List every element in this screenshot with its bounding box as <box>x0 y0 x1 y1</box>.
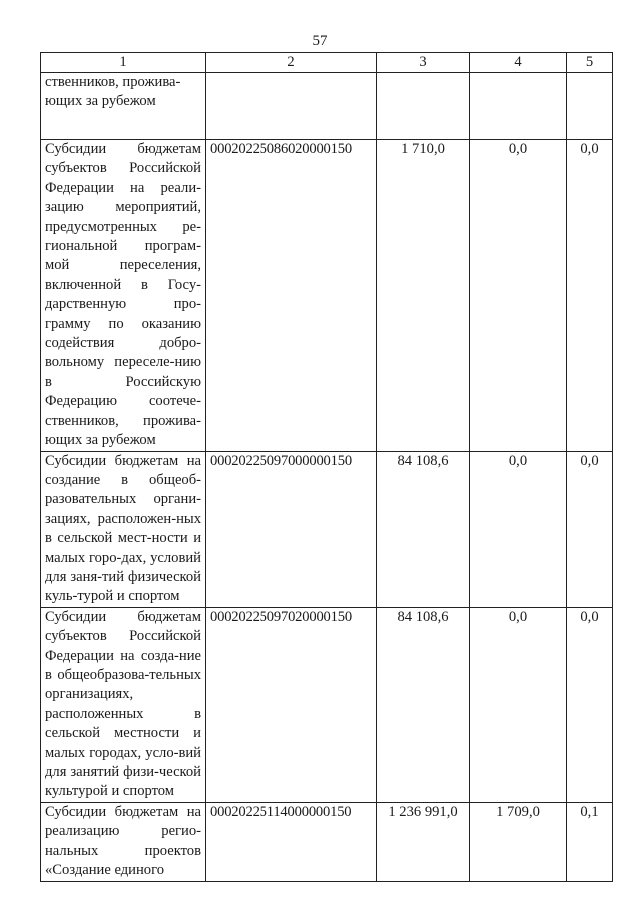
row-col3: 1 710,0 <box>377 140 470 452</box>
row-col4: 1 709,0 <box>470 802 567 881</box>
row-col5: 0,0 <box>567 607 613 802</box>
row-col5: 0,0 <box>567 140 613 452</box>
table-row <box>41 140 613 452</box>
table-row <box>41 451 613 607</box>
row-col5: 0,1 <box>567 802 613 881</box>
row-col4: 0,0 <box>470 140 567 452</box>
row-col3 <box>377 73 470 140</box>
row-col4: 0,0 <box>470 451 567 607</box>
row-name: Субсидии бюджетам субъектов Российской Федерации на созда-ние в общеобразова-тельных организациях, расположенных в сельской местности и малых городах, усло-вий для занятий физи-ческой культурой и спортом <box>41 607 206 802</box>
row-col3: 1 236 991,0 <box>377 802 470 881</box>
table-row <box>41 802 613 881</box>
row-code: 00020225097000000150 <box>206 451 377 607</box>
table-row <box>41 607 613 802</box>
row-code: 00020225097020000150 <box>206 607 377 802</box>
row-name: Субсидии бюджетам на создание в общеоб-разовательных органи-зациях, расположен-ных в сельской мест-ности и малых горо-дах, условий для заня-тий физической куль-турой и спортом <box>41 451 206 607</box>
budget-table <box>40 52 613 882</box>
row-code: 00020225114000000150 <box>206 802 377 881</box>
column-header-5: 5 <box>567 53 613 73</box>
column-header-4: 4 <box>470 53 567 73</box>
row-code <box>206 73 377 140</box>
row-col4 <box>470 73 567 140</box>
row-col5: 0,0 <box>567 451 613 607</box>
row-name: Субсидии бюджетам субъектов Российской Федерации на реали-зацию мероприятий, предусмотренных ре-гиональной програм-мой переселения, включенной в Госу-дарственную про-грамму по оказанию содействия добро-вольному переселе-нию в Российскую Федерацию соотече-ственников, прожива-ющих за рубежом <box>41 140 206 452</box>
page-number: 57 <box>312 33 328 49</box>
column-header-1: 1 <box>41 53 206 73</box>
table-header-row <box>41 53 613 73</box>
row-col5 <box>567 73 613 140</box>
row-name: ственников, прожива- ющих за рубежом <box>41 73 206 140</box>
row-code: 00020225086020000150 <box>206 140 377 452</box>
table-row <box>41 73 613 140</box>
row-col4: 0,0 <box>470 607 567 802</box>
column-header-2: 2 <box>206 53 377 73</box>
row-col3: 84 108,6 <box>377 607 470 802</box>
column-header-3: 3 <box>377 53 470 73</box>
row-col3: 84 108,6 <box>377 451 470 607</box>
row-name: Субсидии бюджетам на реализацию регио-нальных проектов «Создание единого <box>41 802 206 881</box>
